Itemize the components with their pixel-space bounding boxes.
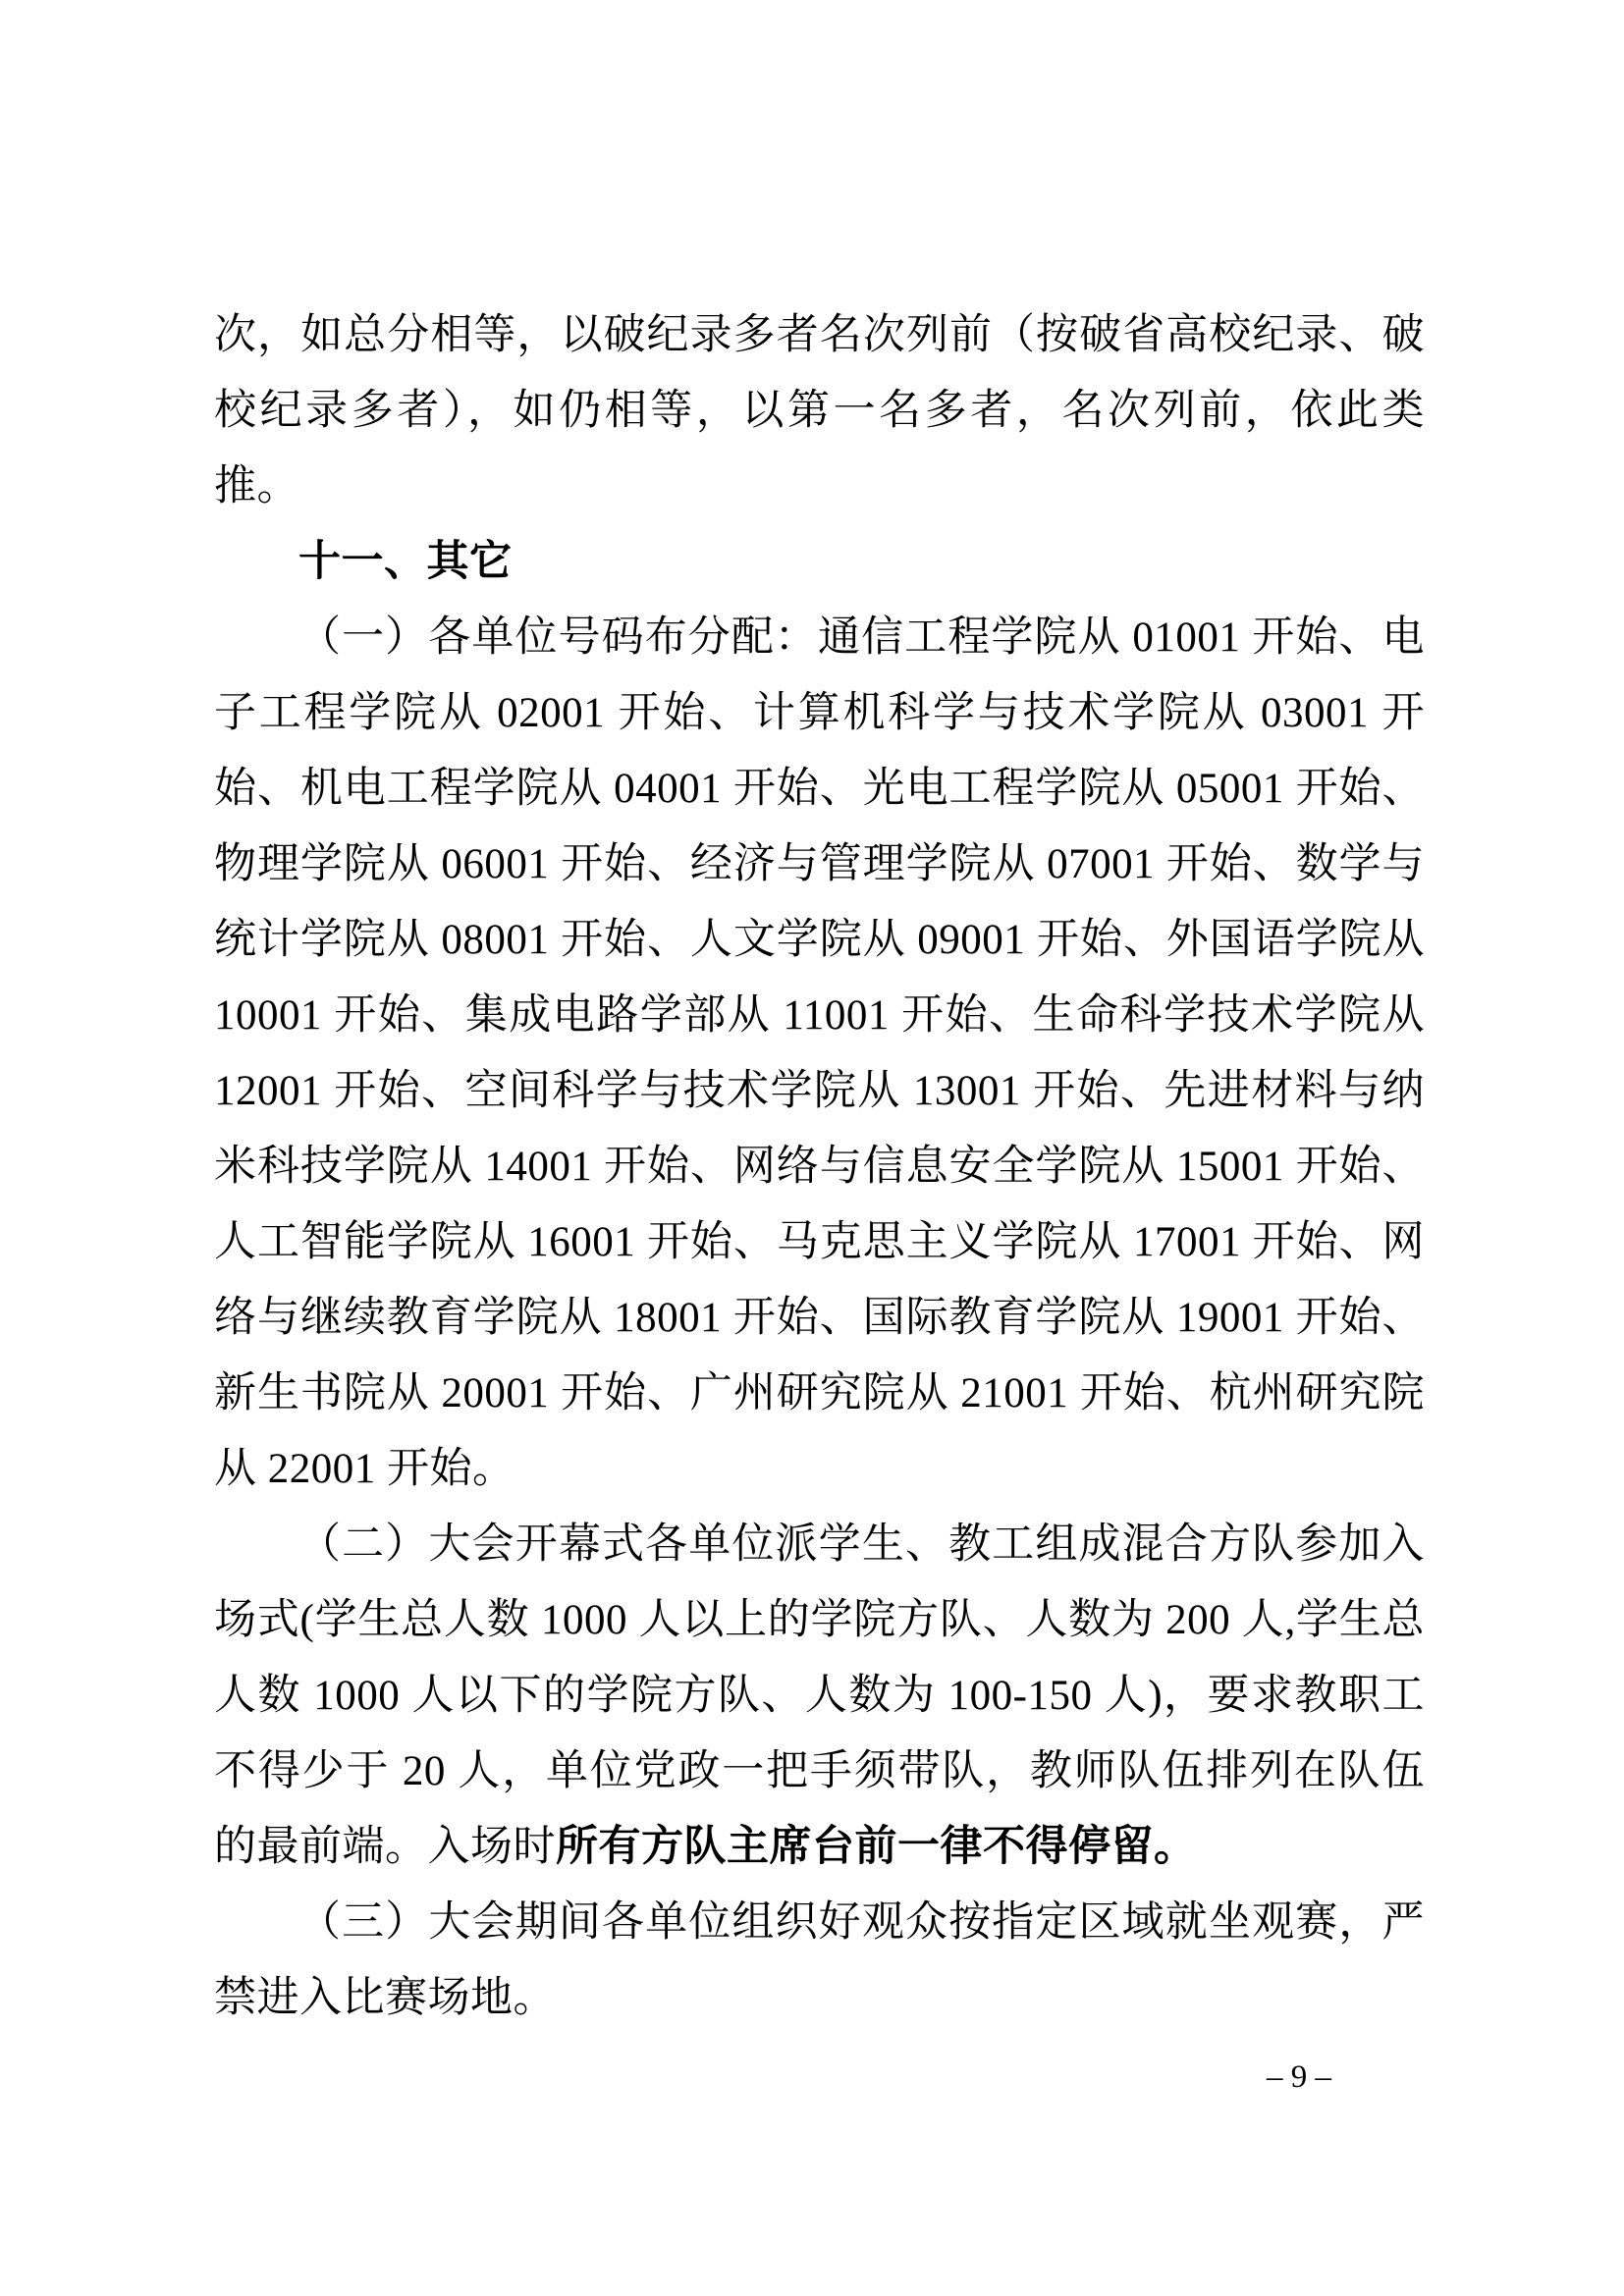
emphasis-text: 十一、其它 bbox=[298, 538, 513, 585]
emphasis-text: 所有方队主席台前一律不得停留。 bbox=[556, 1823, 1197, 1870]
paragraph bbox=[214, 1507, 1425, 1885]
text-segment: （一）各单位号码布分配：通信工程学院从 01001 开始、电子工程学院从 02001 开始、计算机科学与技术学院从 03001 开始、机电工程学院从 04001 开始、光电工程学院从 05001 开始、物理学院从 06001 开始、经济与管理学院从 07001 开始、数学与统计学院从 08001 开始、人文学院从 09001 开始、外国语学院从 10001 开始、集成电路学部从 11001 开始、生命科学技术学院从 12001 开始、空间科学与技术学院从 13001 开始、先进材料与纳米科技学院从 14001 开始、网络与信息安全学院从 15001 开始、人工智能学院从 16001 开始、马克思主义学院从 17001 开始、网络与继续教育学院从 18001 开始、国际教育学院从 19001 开始、新生书院从 20001 开始、广州研究院从 21001 开始、杭州研究院从 22001 开始。 bbox=[214, 614, 1425, 1492]
paragraph bbox=[214, 600, 1425, 1507]
text-segment: （二）大会开幕式各单位派学生、教工组成混合方队参加入场式(学生总人数 1000 人以上的学院方队、人数为 200 人,学生总人数 1000 人以下的学院方队、人数为 100-150 人)，要求教职工不得少于 20 人，单位党政一把手须带队，教师队伍排列在队伍的最前端。入场时 bbox=[214, 1522, 1425, 1870]
section-heading bbox=[214, 524, 1425, 600]
text-segment: （三）大会期间各单位组织好观众按指定区域就坐观赛，严禁进入比赛场地。 bbox=[214, 1899, 1425, 2021]
paragraph bbox=[214, 297, 1425, 524]
paragraph bbox=[214, 1885, 1425, 2036]
page-number: – 9 – bbox=[1267, 2059, 1331, 2095]
text-segment: 次，如总分相等，以破纪录多者名次列前（按破省高校纪录、破校纪录多者），如仍相等，以第一名多者，名次列前，依此类推。 bbox=[214, 312, 1425, 509]
document-body bbox=[214, 297, 1425, 2036]
